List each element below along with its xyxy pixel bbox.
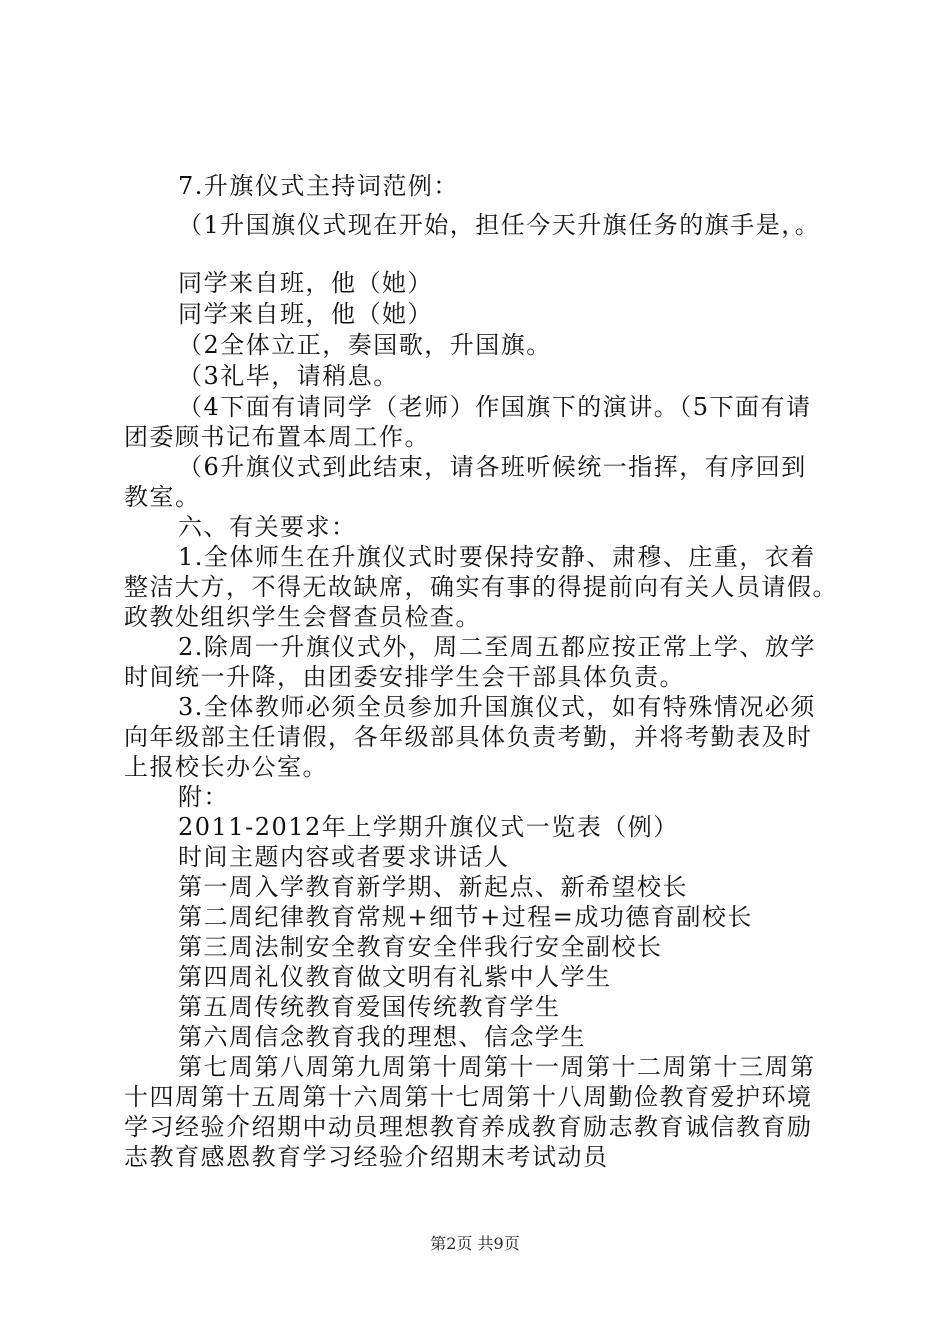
text-line: 1.全体师生在升旗仪式时要保持安静、肃穆、庄重，衣着 [178, 543, 816, 571]
text-line: 附： [178, 783, 229, 811]
table-row: 第六周信念教育我的理想、信念学生 [178, 1023, 586, 1051]
text-line: 第七周第八周第九周第十周第十一周第十二周第十三周第 [178, 1053, 816, 1081]
text-line: 3.全体教师必须全员参加升国旗仪式，如有特殊情况必须 [178, 693, 816, 721]
table-row: 第一周入学教育新学期、新起点、新希望校长 [178, 873, 688, 901]
text-line: 向年级部主任请假，各年级部具体负责考勤，并将考勤表及时 [124, 723, 813, 751]
table-row: 第二周纪律教育常规+细节+过程=成功德育副校长 [178, 903, 753, 931]
text-line: 教室。 [124, 483, 201, 511]
text-line: 政教处组织学生会督查员检查。 [124, 603, 481, 631]
text-line: 时间统一升降，由团委安排学生会干部具体负责。 [124, 663, 685, 691]
text-line: 同学来自班，他（她） [178, 269, 433, 297]
text-line: 同学来自班，他（她） [178, 300, 433, 328]
text-line: 整洁大方，不得无故缺席，确实有事的得提前向有关人员请假。 [124, 573, 838, 601]
table-title: 2011-2012年上学期升旗仪式一览表（例） [178, 813, 679, 841]
text-line: 7.升旗仪式主持词范例： [178, 172, 459, 200]
text-line: 十四周第十五周第十六周第十七周第十八周勤俭教育爱护环境 [124, 1083, 813, 1111]
section-heading: 六、有关要求： [178, 513, 357, 541]
text-line: 团委顾书记布置本周工作。 [124, 423, 430, 451]
page-number-footer: 第2页 共9页 [430, 1234, 520, 1253]
text-line: （2全体立正，奏国歌，升国旗。 [178, 331, 552, 359]
text-line: 学习经验介绍期中动员理想教育养成教育励志教育诚信教育励 [124, 1113, 813, 1141]
text-line: （3礼毕，请稍息。 [178, 362, 399, 390]
text-line: 上报校长办公室。 [124, 753, 328, 781]
table-row: 第五周传统教育爱国传统教育学生 [178, 993, 561, 1021]
text-line: （6升旗仪式到此结束，请各班听候统一指挥，有序回到 [178, 453, 807, 481]
table-row: 第四周礼仪教育做文明有礼紫中人学生 [178, 963, 612, 991]
text-line: 志教育感恩教育学习经验介绍期末考试动员 [124, 1143, 609, 1171]
table-row: 第三周法制安全教育安全伴我行安全副校长 [178, 933, 663, 961]
text-line: 2.除周一升旗仪式外，周二至周五都应按正常上学、放学 [178, 633, 816, 661]
text-line: （4下面有请同学（老师）作国旗下的演讲。（5下面有请 [178, 393, 812, 421]
table-header-row: 时间主题内容或者要求讲话人 [178, 843, 510, 871]
text-line: （1升国旗仪式现在开始，担任今天升旗任务的旗手是，。 [178, 211, 821, 239]
